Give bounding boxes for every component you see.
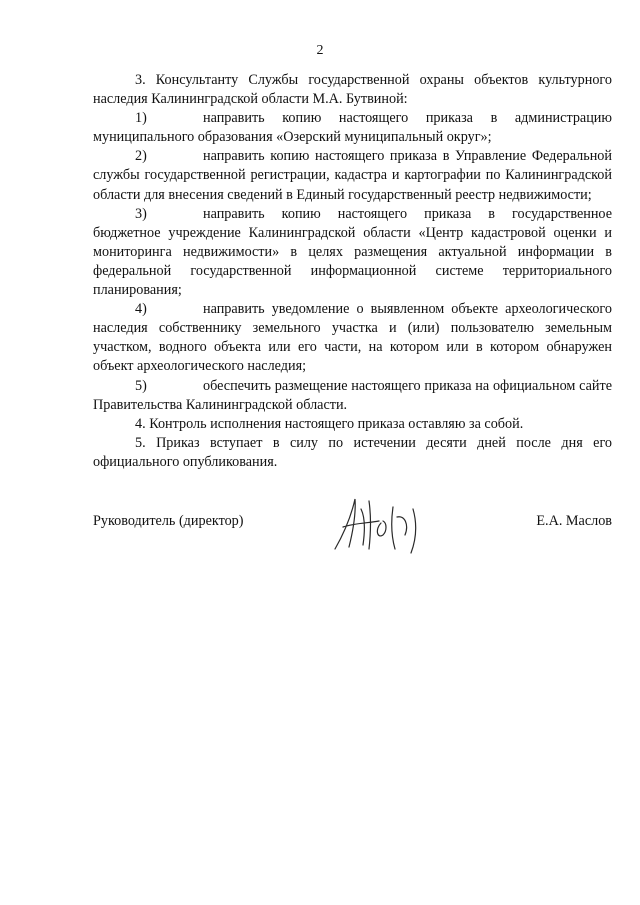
list-item-number: 2) bbox=[135, 148, 147, 165]
list-item-number: 5) bbox=[135, 377, 147, 394]
paragraph-4: 4. Контроль исполнения настоящего приказа оставляю за собой. bbox=[135, 415, 524, 432]
list-item-text: направить уведомление о выявленном объекте археологического наследия собственнику земельного участка и (или) пользователю земельным участком, водного объекта или его части, на котором или в котором обнаружен объект археологического наследия; bbox=[93, 301, 612, 375]
paragraph-5: 5. Приказ вступает в силу по истечении десяти дней после дня его официального опубликования. bbox=[93, 434, 612, 470]
list-item-number: 4) bbox=[135, 301, 147, 318]
list-item-text: направить копию настоящего приказа в Управление Федеральной службы государственной регистрации, кадастра и картографии по Калининградской области для внесения сведений в Единый государственный реестр недвижимости; bbox=[93, 148, 612, 203]
paragraph-3-intro: 3. Консультанту Службы государственной охраны объектов культурного наследия Калининградской области М.А. Бутвиной: bbox=[93, 72, 612, 108]
document-body bbox=[93, 71, 612, 472]
list-item-number: 3) bbox=[135, 205, 147, 222]
list-item-text: направить копию настоящего приказа в государственное бюджетное учреждение Калининградской области «Центр кадастровой оценки и мониторинга недвижимости» в целях размещения актуальной информации в федеральной государственной информационной системе территориального планирования; bbox=[93, 205, 612, 299]
signatory-name: Е.А. Маслов bbox=[536, 513, 612, 529]
list-item-5 bbox=[93, 377, 612, 415]
signatory-title: Руководитель (директор) bbox=[93, 513, 244, 529]
list-item-text: обеспечить размещение настоящего приказа на официальном сайте Правительства Калининградской области. bbox=[93, 377, 612, 413]
list-item-text: направить копию настоящего приказа в администрацию муниципального образования «Озерский муниципальный округ»; bbox=[93, 110, 612, 146]
list-item-2 bbox=[93, 147, 612, 204]
list-item-1 bbox=[93, 109, 612, 147]
signature-block bbox=[93, 511, 612, 551]
list-item-number: 1) bbox=[135, 110, 147, 127]
list-item-4 bbox=[93, 300, 612, 376]
list-item-3 bbox=[93, 205, 612, 300]
handwritten-signature bbox=[321, 487, 441, 557]
page-number: 2 bbox=[316, 43, 324, 58]
